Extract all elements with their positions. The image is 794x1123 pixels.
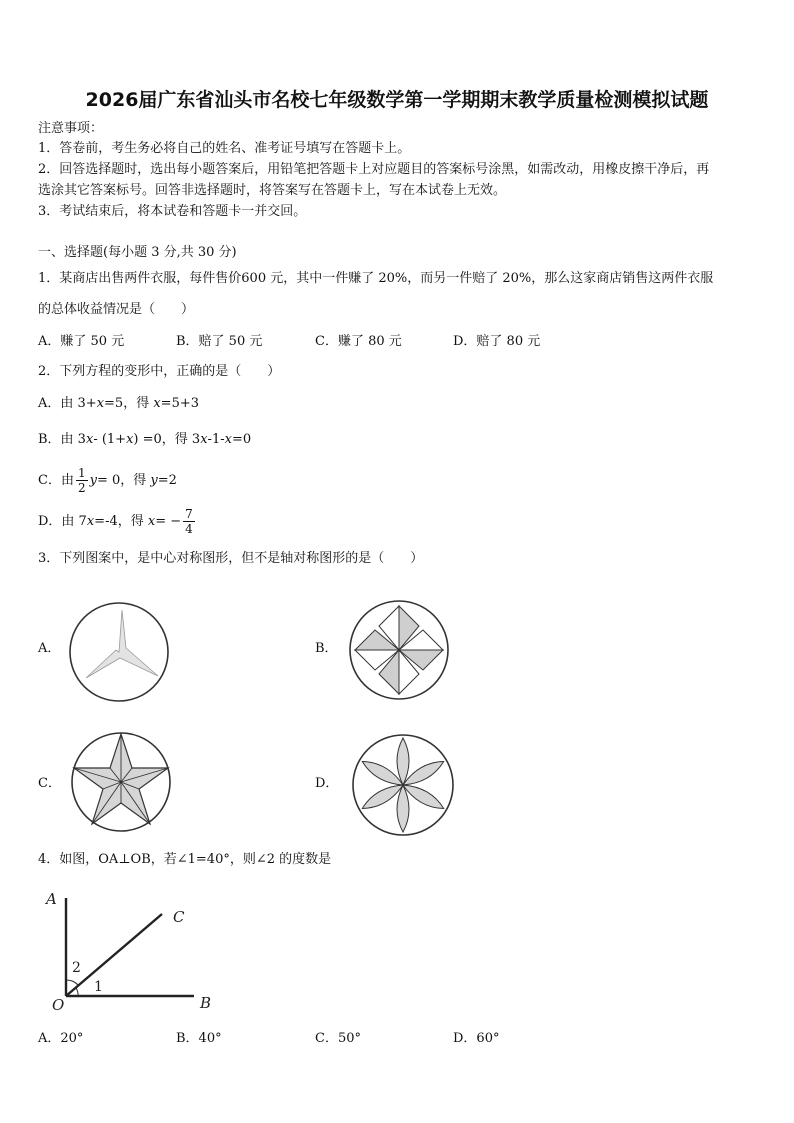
note-3: 3．考试结束后，将本试卷和答题卡一并交回。	[38, 204, 307, 219]
label-a: A	[46, 890, 57, 908]
q4-option-b: B．40°	[176, 1031, 222, 1046]
q4-angle-diagram	[40, 884, 230, 1014]
ray-oc	[66, 914, 162, 996]
q2-option-b: B．由 3x- (1+x) =0，得 3x-1-x=0	[38, 432, 252, 447]
q4-stem: 4．如图，OA⊥OB，若∠1=40°，则∠2 的度数是	[38, 852, 332, 867]
q3-option-a-label: A．	[38, 641, 61, 656]
fraction-one-half: $\frac{1}{2}$	[77, 466, 86, 495]
label-c: C	[173, 908, 185, 926]
note-1: 1．答卷前，考生务必将自己的姓名、准考证号填写在答题卡上。	[38, 141, 411, 156]
q3-option-d-label: D．	[315, 776, 339, 791]
q1-option-d: D．赔了 80 元	[453, 334, 541, 349]
q4-option-a: A．20°	[38, 1031, 84, 1046]
q2-option-d: D．由 7x=-4，得 x= − $\frac{7}{4}$	[38, 507, 193, 536]
label-b: B	[200, 994, 212, 1012]
section-heading: 一、选择题(每小题 3 分,共 30 分)	[38, 245, 237, 260]
q1-option-b: B．赔了 50 元	[176, 334, 263, 349]
note-2-line-1: 2．回答选择题时，选出每小题答案后，用铅笔把答题卡上对应题目的答案标号涂黑，如需改动，用橡皮擦干净后，再	[38, 162, 710, 177]
q3-figure-c-star-icon	[68, 730, 174, 834]
q1-stem-line-1: 1．某商店出售两件衣服，每件售价600 元，其中一件赚了 20%，而另一件赔了 20%，那么这家商店销售这两件衣服	[38, 271, 714, 286]
q1-stem-line-2: 的总体收益情况是（ ）	[38, 302, 195, 317]
q3-figure-d-flower-icon	[350, 732, 456, 838]
q3-figure-b-pinwheel-icon	[347, 598, 451, 702]
q3-option-b-label: B．	[315, 641, 338, 656]
notes-heading: 注意事项：	[38, 121, 104, 136]
note-2-line-2: 选涂其它答案标号。回答非选择题时，将答案写在答题卡上，写在本试卷上无效。	[38, 183, 507, 198]
q4-option-c: C．50°	[315, 1031, 361, 1046]
q3-figure-a-triangle-star-icon	[64, 600, 174, 704]
fraction-seven-fourths: $\frac{7}{4}$	[185, 507, 193, 536]
page-title: 2026届广东省汕头市名校七年级数学第一学期期末教学质量检测模拟试题	[85, 89, 709, 111]
q2-option-a: A．由 3+x=5，得 x=5+3	[38, 396, 199, 411]
q3-stem: 3．下列图案中，是中心对称图形，但不是轴对称图形的是（ ）	[38, 551, 424, 566]
label-o: O	[52, 996, 65, 1014]
q1-option-a: A．赚了 50 元	[38, 334, 125, 349]
angle-1-arc	[76, 988, 78, 996]
q2-option-c: C．由 $\frac{1}{2}$ y= 0，得 y=2	[38, 466, 177, 495]
q1-option-c: C．赚了 80 元	[315, 334, 402, 349]
q4-option-d: D．60°	[453, 1031, 500, 1046]
label-angle-1: 1	[94, 979, 103, 995]
angle-2-arc	[66, 980, 78, 985]
q3-option-c-label: C．	[38, 776, 61, 791]
q2-stem: 2．下列方程的变形中，正确的是（ ）	[38, 364, 281, 379]
label-angle-2: 2	[72, 960, 81, 976]
